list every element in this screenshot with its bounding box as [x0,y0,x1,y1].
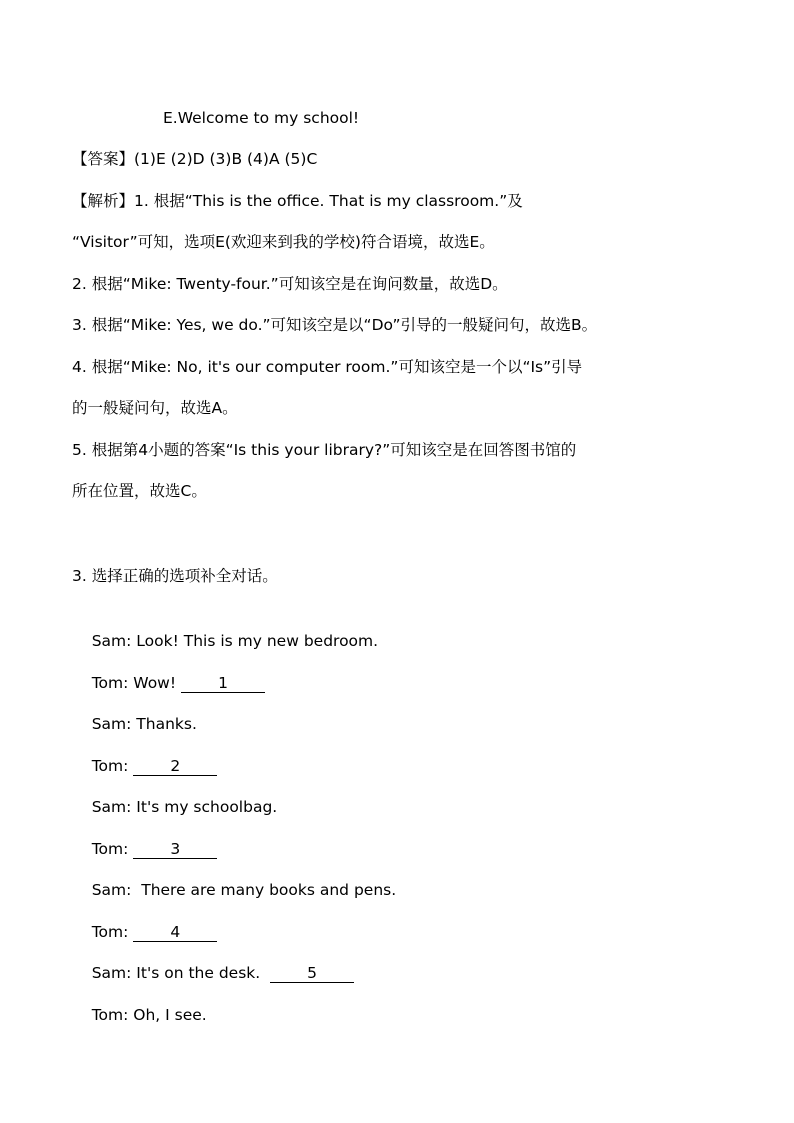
dialogue-line-2 [72,647,726,692]
dialogue-text: Sam: There are many books and pens. [91,881,397,899]
dialogue-text: Tom: [91,757,134,775]
dialogue-line-7 [72,854,726,899]
dialogue-text: Sam: Look! This is my new bedroom. [91,632,379,650]
dialogue-text: Sam: It's on the desk. [91,964,271,982]
answer-line: 【答案】(1)E (2)D (3)B (4)A (5)C [72,150,318,168]
analysis-line-2: “Visitor”可知，选项E(欢迎来到我的学校)符合语境，故选E。 [72,233,495,251]
dialogue-line-4 [72,730,726,775]
analysis-line-6: 的一般疑问句，故选A。 [72,399,238,417]
dialogue-line-3 [72,688,726,733]
option-e: E.Welcome to my school! [163,109,360,127]
dialogue-line-10 [72,979,726,1024]
analysis-line-5: 4. 根据“Mike: No, it's our computer room.”可知该空是一个以“Is”引导 [72,358,583,376]
dialogue-text: Tom: Oh, I see. [91,1006,207,1024]
dialogue-text: Tom: Wow! [91,674,182,692]
answer-blank-4: 4 [133,923,217,942]
analysis-line-3: 2. 根据“Mike: Twenty-four.”可知该空是在询问数量，故选D。 [72,275,508,293]
dialogue-text: Tom: [91,840,134,858]
dialogue-text: Sam: It's my schoolbag. [91,798,278,816]
analysis-line-4: 3. 根据“Mike: Yes, we do.”可知该空是以“Do”引导的一般疑问句，故选B。 [72,316,598,334]
analysis-line-8: 所在位置，故选C。 [72,482,207,500]
analysis-line-1: 【解析】1. 根据“This is the office. That is my classroom.”及 [72,192,523,210]
answer-blank-5: 5 [270,964,354,983]
dialogue-line-9 [72,937,726,982]
answer-blank-2: 2 [133,757,217,776]
dialogue-line-5 [72,771,726,816]
dialogue-text: Tom: [91,923,134,941]
question-title: 3. 选择正确的选项补全对话。 [72,567,278,585]
dialogue-line-6 [72,813,726,858]
answer-blank-1: 1 [181,674,265,693]
dialogue-line-1 [72,605,726,650]
dialogue-line-8 [72,896,726,941]
dialogue-text: Sam: Thanks. [91,715,197,733]
answer-blank-3: 3 [133,840,217,859]
analysis-line-7: 5. 根据第4小题的答案“Is this your library?”可知该空是在回答图书馆的 [72,441,577,459]
